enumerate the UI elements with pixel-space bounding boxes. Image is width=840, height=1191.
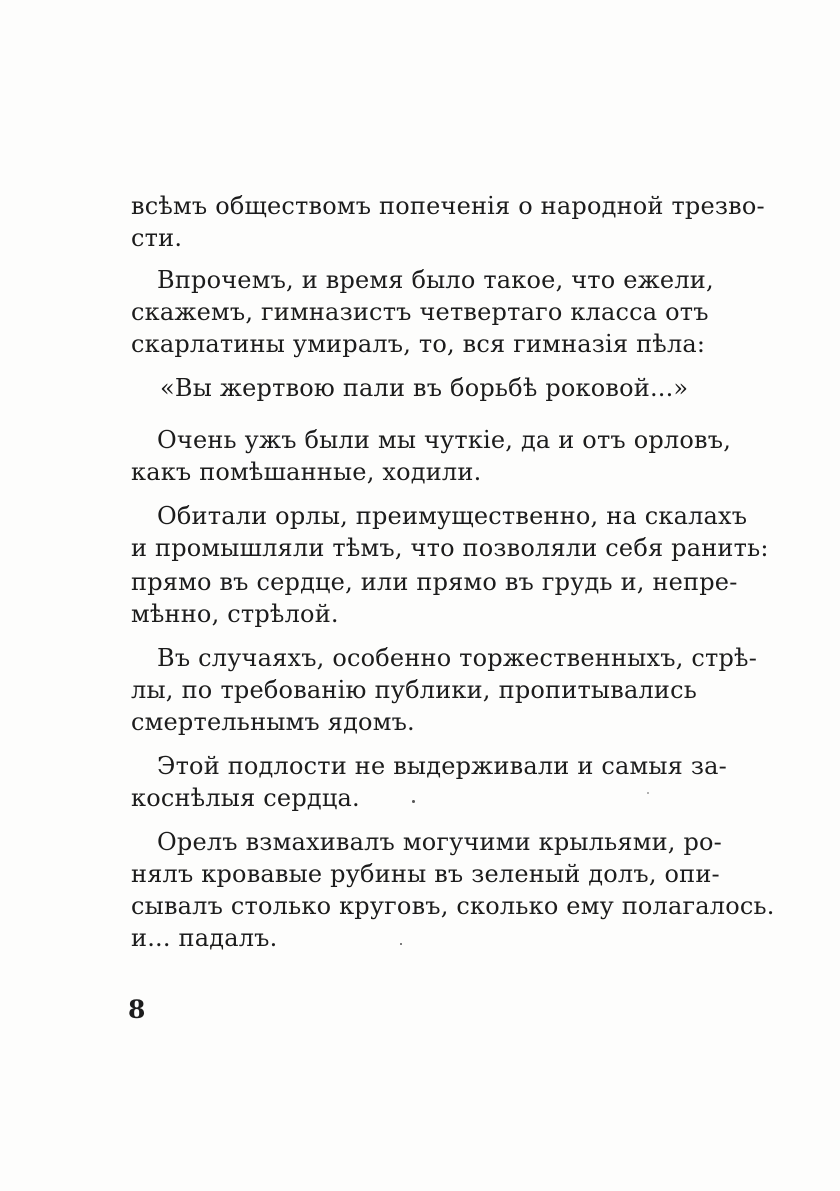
text-line: и промышляли тѣмъ, что позволяли себя ранить: [131, 534, 769, 562]
print-speck [400, 943, 402, 945]
text-line: какъ помѣшанные, ходили. [131, 458, 482, 486]
text-line: коснѣлыя сердца. [131, 784, 360, 812]
text-line: Этой подлости не выдерживали и самыя за- [157, 752, 727, 780]
text-line: скарлатины умиралъ, то, вся гимназія пѣла: [131, 330, 706, 358]
print-speck [647, 792, 649, 794]
text-line: лы, по требованію публики, пропитывались [131, 676, 697, 704]
text-line: смертельнымъ ядомъ. [131, 708, 415, 736]
quoted-verse: «Вы жертвою пали въ борьбѣ роковой...» [160, 374, 689, 402]
text-line: мѣнно, стрѣлой. [131, 600, 339, 628]
text-line: прямо въ сердце, или прямо въ грудь и, непре- [131, 568, 738, 596]
text-line: Очень ужъ были мы чуткіе, да и отъ орловъ, [157, 426, 732, 454]
text-line: Впрочемъ, и время было такое, что ежели, [157, 266, 714, 294]
text-line: всѣмъ обществомъ попеченія о народной трезво- [131, 192, 765, 220]
text-line: сти. [131, 224, 183, 252]
text-line: Орелъ взмахивалъ могучими крыльями, ро- [157, 828, 722, 856]
page-number: 8 [128, 995, 146, 1024]
text-line: скажемъ, гимназистъ четвертаго класса отъ [131, 298, 709, 326]
text-line: и... падалъ. [131, 924, 278, 952]
text-line: Въ случаяхъ, особенно торжественныхъ, стрѣ- [157, 644, 758, 672]
text-line: нялъ кровавые рубины въ зеленый долъ, опи- [131, 860, 720, 888]
text-line: сывалъ столько круговъ, сколько ему полагалось. [131, 892, 775, 920]
print-speck [412, 800, 415, 803]
text-line: Обитали орлы, преимущественно, на скалахъ [157, 502, 748, 530]
